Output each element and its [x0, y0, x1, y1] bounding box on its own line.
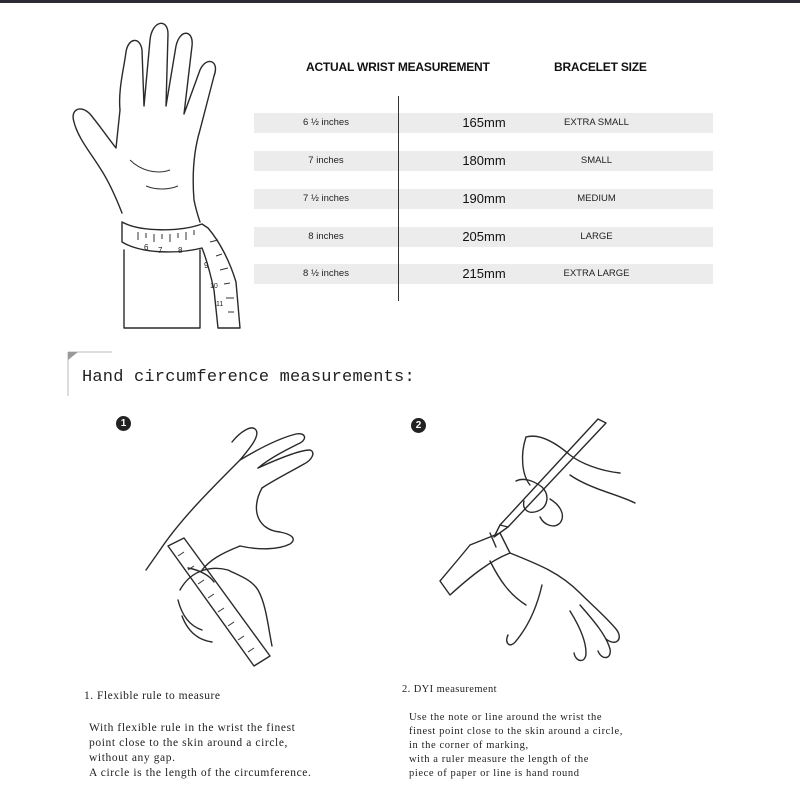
step-description	[409, 711, 749, 781]
step-description-line: With flexible rule in the wrist the finest	[89, 722, 296, 734]
wrist-mm: 190mm	[462, 191, 506, 206]
bracelet-size: SMALL	[580, 155, 613, 166]
step-description-line: piece of paper or line is hand round	[409, 768, 580, 779]
step-title: 1. Flexible rule to measure	[84, 690, 221, 702]
size-row	[254, 189, 713, 209]
step-description-line: Use the note or line around the wrist the	[409, 712, 603, 723]
step-number-badge: 1	[116, 416, 131, 431]
dyi-measurement-illustration	[430, 415, 660, 670]
step-description-line: with a ruler measure the length of the	[409, 754, 589, 765]
table-divider	[398, 96, 399, 301]
step-description	[89, 721, 409, 781]
size-row	[254, 227, 713, 247]
bracelet-size: EXTRA LARGE	[563, 268, 630, 279]
step-description-line: point close to the skin around a circle,	[89, 737, 289, 749]
step-description-line: without any gap.	[89, 752, 176, 764]
bracelet-size: MEDIUM	[577, 193, 616, 204]
wrist-inches: 6 ½ inches	[303, 117, 349, 128]
wrist-inches: 8 ½ inches	[303, 268, 349, 279]
step-description-line: in the corner of marking,	[409, 740, 529, 751]
wrist-inches: 7 inches	[308, 155, 344, 166]
tape-mark: 11	[216, 301, 224, 308]
wrist-mm: 215mm	[462, 266, 506, 281]
top-border	[0, 0, 800, 3]
bracelet-size: EXTRA SMALL	[564, 117, 629, 128]
wrist-mm: 180mm	[462, 153, 506, 168]
tape-mark: 7	[158, 246, 163, 255]
bracelet-size: LARGE	[580, 231, 613, 242]
size-row	[254, 113, 713, 133]
size-row	[254, 264, 713, 284]
wrist-mm: 165mm	[462, 115, 506, 130]
wrist-inches: 8 inches	[308, 231, 344, 242]
wrist-inches: 7 ½ inches	[303, 193, 349, 204]
size-row	[254, 151, 713, 171]
step-number-badge: 2	[411, 418, 426, 433]
section-title: Hand circumference measurements:	[82, 368, 415, 387]
wrist-mm: 205mm	[462, 229, 506, 244]
header-bracelet-size: BRACELET SIZE	[554, 60, 647, 74]
step-description-line: A circle is the length of the circumference.	[89, 767, 312, 779]
tape-mark: 10	[210, 283, 218, 290]
flexible-rule-illustration	[140, 420, 340, 680]
step-description-line: finest point close to the skin around a circle,	[409, 726, 623, 737]
step-title: 2. DYI measurement	[402, 684, 497, 695]
header-wrist-measurement: ACTUAL WRIST MEASUREMENT	[306, 60, 490, 74]
tape-mark: 6	[144, 243, 149, 252]
hand-tape-illustration	[60, 10, 250, 340]
tape-mark: 9	[204, 261, 209, 270]
tape-mark: 8	[178, 246, 183, 255]
